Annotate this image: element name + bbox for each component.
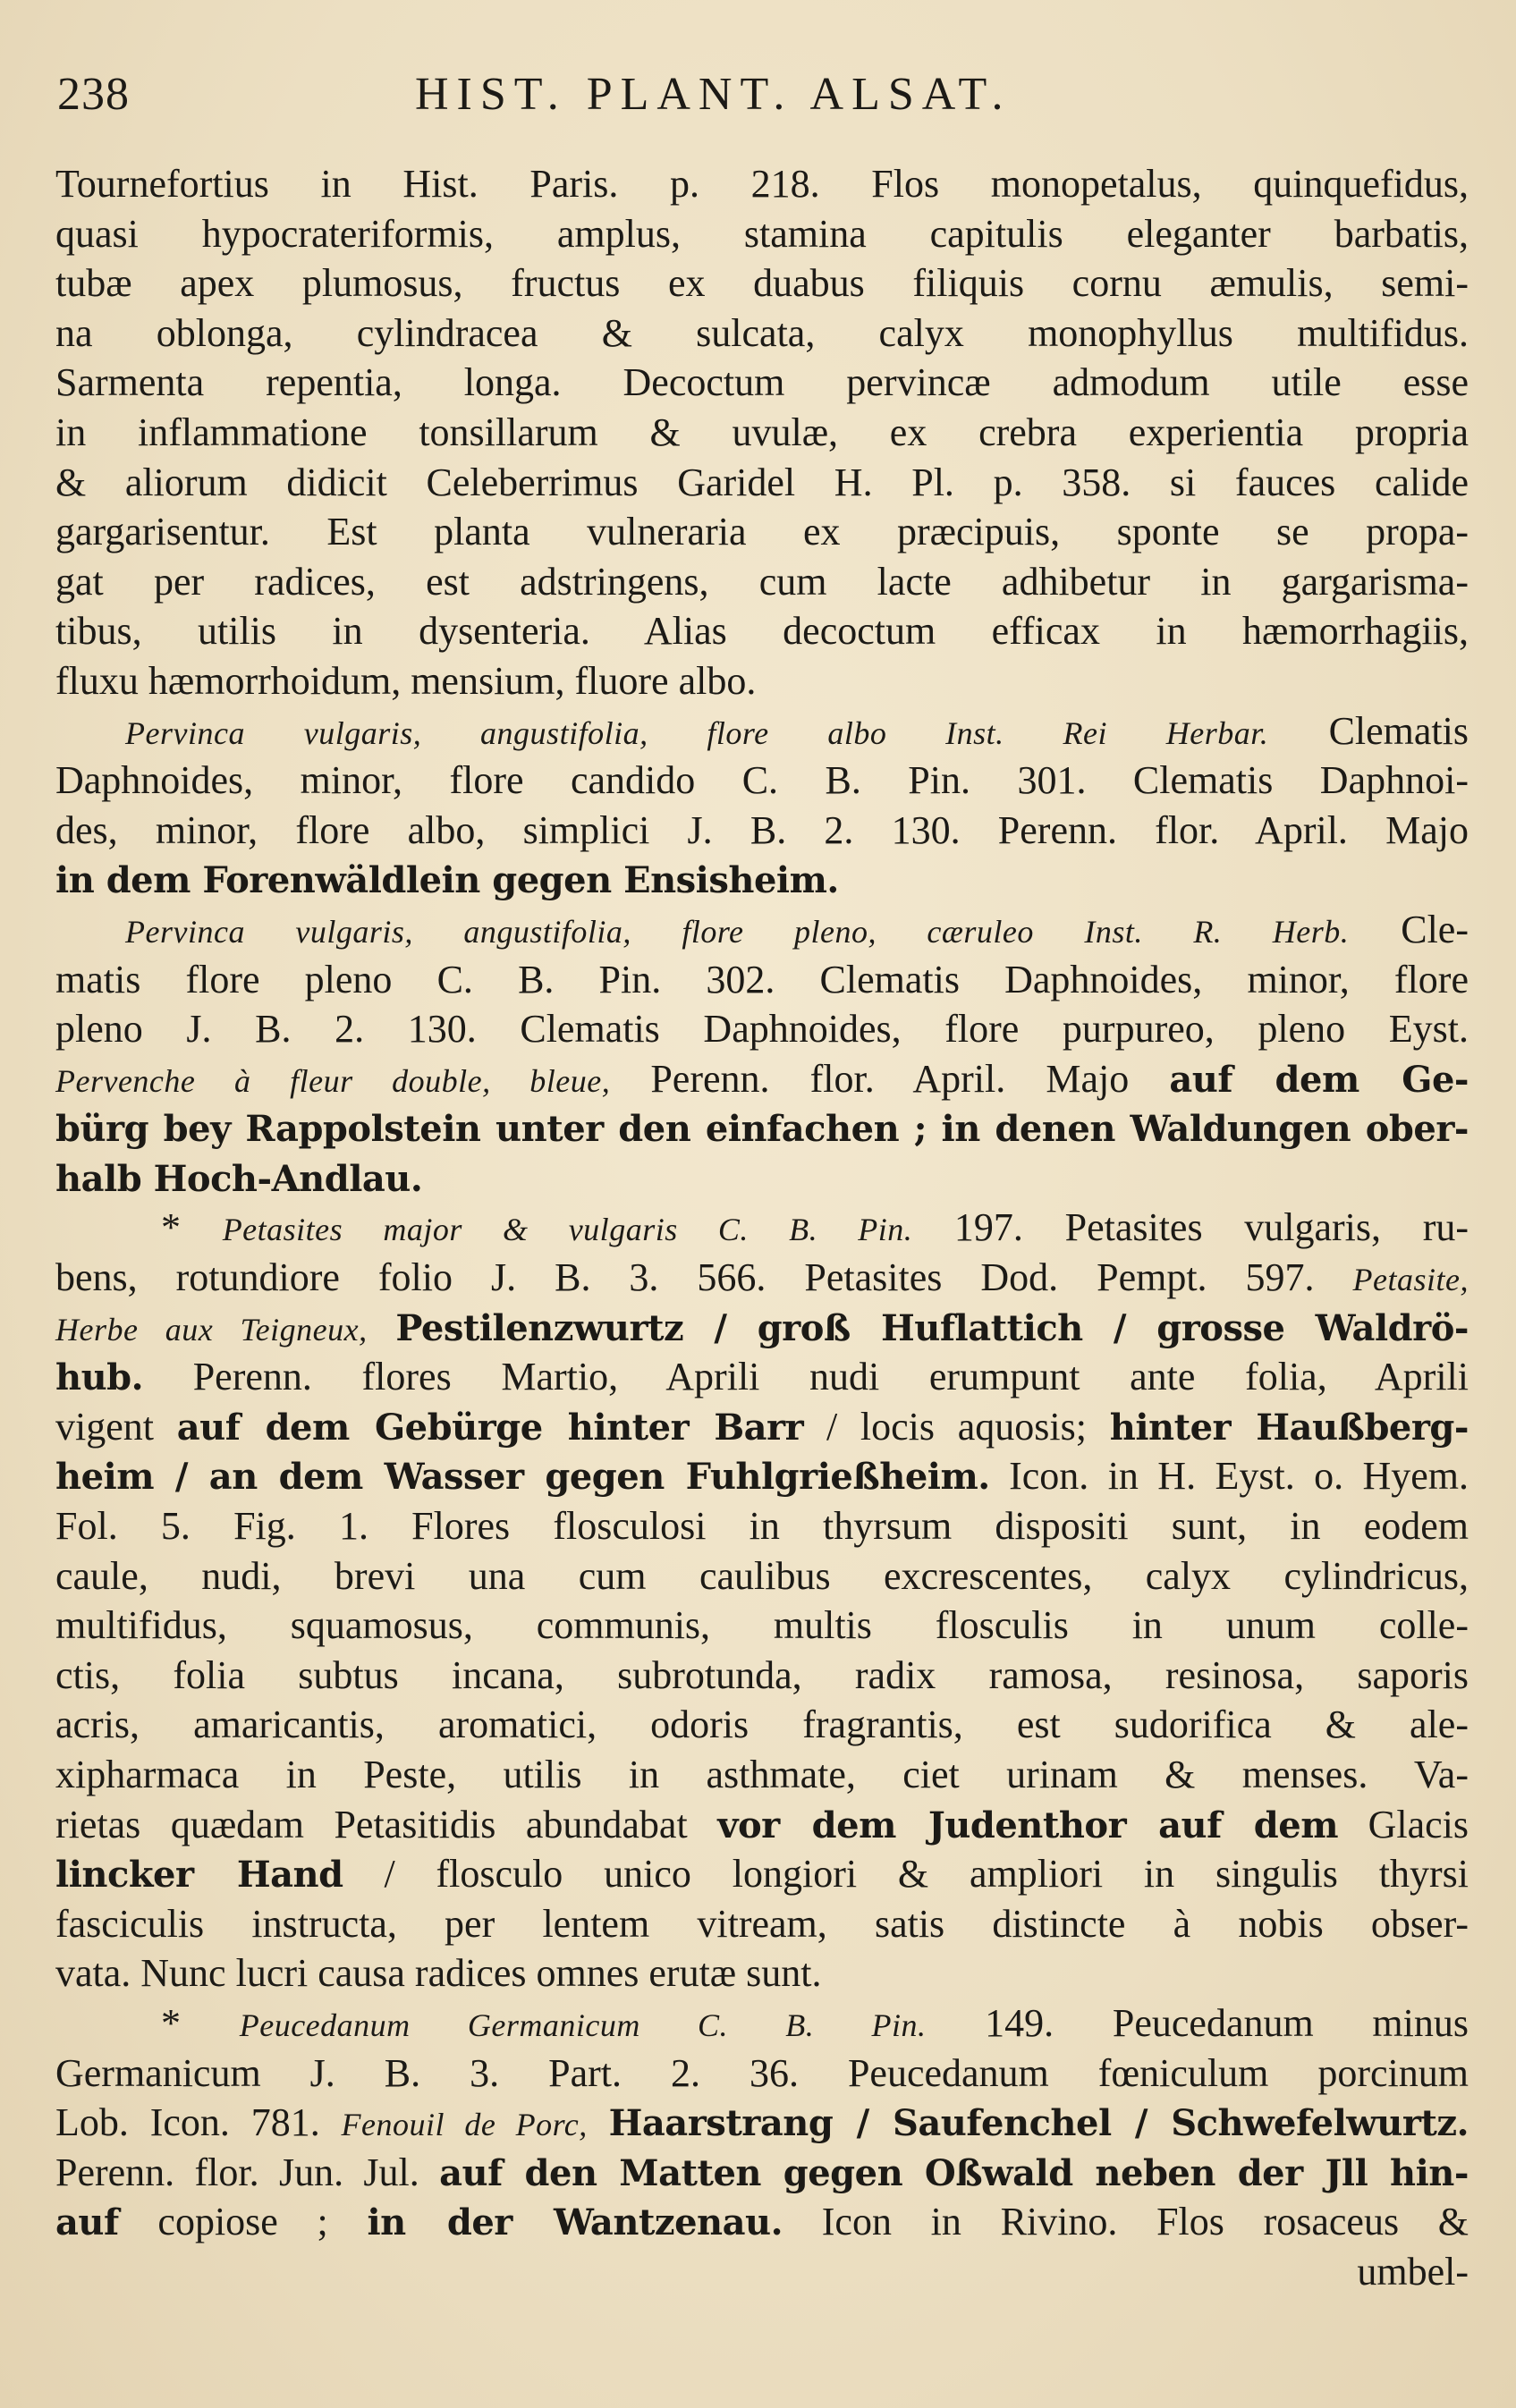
text-line: caule, nudi, brevi una cum caulibus excrescentes, calyx cylindricus, — [55, 1553, 1469, 1598]
text-run — [368, 1305, 396, 1349]
text-line: fasciculis instructa, per lentem vitream, satis distincte à nobis obser- — [55, 1901, 1469, 1946]
text-run: Lob. Icon. 781. — [55, 2100, 342, 2145]
text-run: Icon in Rivino. Flos rosaceus & — [783, 2200, 1469, 2244]
text-run: / locis aquosis; — [803, 1404, 1110, 1449]
running-title: HIST. PLANT. ALSAT. — [415, 69, 1012, 120]
text-line: & aliorum didicit Celeberrimus Garidel H. Pl. p. 358. si fauces calide — [55, 460, 1469, 504]
text-run: Perenn. flor. April. Majo — [610, 1056, 1170, 1101]
fraktur-run: bürg bey Rappolstein unter den einfachen ; in denen Waldungen ober- — [55, 1108, 1469, 1151]
text-line — [55, 1303, 1469, 1353]
text-run: Cle- — [1349, 907, 1469, 951]
text-line: matis flore pleno C. B. Pin. 302. Clematis Daphnoides, minor, flore — [55, 957, 1469, 1001]
text-line — [55, 2197, 1469, 2247]
text-line — [55, 1451, 1469, 1501]
text-run: Glacis — [1338, 1802, 1469, 1846]
text-line: fluxu hæmorrhoidum, mensium, fluore albo. — [55, 658, 757, 703]
text-line — [55, 1103, 1469, 1153]
text-line: Sarmenta repentia, longa. Decoctum pervincæ admodum utile esse — [55, 360, 1469, 405]
text-line: ctis, folia subtus incana, subrotunda, radix ramosa, resinosa, saporis — [55, 1652, 1469, 1697]
text-run: Clematis — [1268, 708, 1469, 753]
fraktur-run: hinter Haußberg- — [1109, 1406, 1469, 1449]
fraktur-run: hub. — [55, 1356, 144, 1399]
text-run: copiose ; — [118, 2200, 368, 2244]
text-run: Icon. in H. Eyst. o. Hyem. — [989, 1454, 1469, 1499]
italic-run: Pervenche à fleur double, bleue, — [55, 1062, 611, 1099]
text-line — [55, 905, 1469, 955]
text-run: * — [161, 2000, 240, 2045]
fraktur-run: Pestilenzwurtz / groß Huflattich / grosse Waldrö- — [395, 1306, 1469, 1349]
text-run: rietas quædam Petasitidis abundabat — [55, 1802, 718, 1846]
fraktur-run: vor dem Judenthor auf dem — [717, 1804, 1339, 1846]
text-line: multifidus, squamosus, communis, multis flosculis in unum colle- — [55, 1603, 1469, 1648]
text-line — [55, 1253, 1469, 1303]
page-number: 238 — [57, 69, 130, 120]
text-line: Daphnoides, minor, flore candido C. B. Pin. 301. Clematis Daphnoi- — [55, 758, 1469, 803]
text-run: 149. Peucedanum minus — [926, 2000, 1469, 2045]
text-line: in inflammatione tonsillarum & uvulæ, ex crebra experientia propria — [55, 410, 1469, 454]
text-line: xipharmaca in Peste, utilis in asthmate, ciet urinam & menses. Va- — [55, 1753, 1469, 1796]
text-run: vigent — [55, 1404, 177, 1449]
fraktur-run: heim / an dem Wasser gegen Fuhlgrießheim. — [55, 1456, 990, 1499]
text-run: Perenn. flores Martio, Aprili nudi erumpunt ante folia, Aprili — [143, 1355, 1469, 1399]
fraktur-run: auf dem Ge- — [1169, 1058, 1469, 1101]
text-line: quasi hypocrateriformis, amplus, stamina capitulis eleganter barbatis, — [55, 211, 1469, 256]
italic-run: Pervinca vulgaris, angustifolia, flore albo Inst. Rei Herbar. — [125, 714, 1269, 751]
text-line — [55, 855, 1469, 905]
text-line — [55, 1153, 1469, 1204]
text-run: Perenn. flor. Jun. Jul. — [55, 2150, 440, 2194]
text-line — [55, 1998, 1469, 2049]
fraktur-run: auf den Matten gegen Oßwald neben der Jll hin- — [439, 2151, 1469, 2194]
text-line — [55, 1402, 1469, 1452]
fraktur-run: in der Wantzenau. — [367, 2201, 783, 2244]
italic-run: Petasites major & vulgaris C. B. Pin. — [222, 1212, 913, 1248]
body-text — [55, 159, 1469, 2297]
fraktur-run: Haarstrang / Saufenchel / Schwefelwurtz. — [608, 2102, 1469, 2145]
text-run: bens, rotundiore folio J. B. 3. 566. Petasites Dod. Pempt. 597. — [55, 1255, 1353, 1300]
italic-run: Fenouil de Porc, — [341, 2107, 588, 2143]
text-line: na oblonga, cylindracea & sulcata, calyx monophyllus multifidus. — [55, 310, 1469, 355]
text-line — [55, 1849, 1469, 1899]
text-line: gat per radices, est adstringens, cum lacte adhibetur in gargarisma- — [55, 559, 1469, 604]
text-line — [55, 2148, 1469, 2198]
italic-run: Pervinca vulgaris, angustifolia, flore pleno, cæruleo Inst. R. Herb. — [125, 913, 1350, 950]
italic-run: Petasite, — [1352, 1262, 1469, 1298]
text-line: des, minor, flore albo, simplici J. B. 2. 130. Perenn. flor. April. Majo — [55, 807, 1469, 852]
text-run — [588, 2100, 609, 2144]
fraktur-run: auf dem Gebürge hinter Barr — [176, 1406, 804, 1449]
text-line: Germanicum J. B. 3. Part. 2. 36. Peucedanum fœniculum porcinum — [55, 2050, 1469, 2095]
fraktur-run: lincker Hand — [55, 1854, 343, 1897]
text-line: Tournefortius in Hist. Paris. p. 218. Flos monopetalus, quinquefidus, — [55, 162, 1469, 206]
text-line: acris, amaricantis, aromatici, odoris fragrantis, est sudorifica & ale- — [55, 1702, 1469, 1747]
fraktur-run: in dem Forenwäldlein gegen Ensisheim. — [55, 859, 839, 902]
text-line: tibus, utilis in dysenteria. Alias decoctum efficax in hæmorrhagiis, — [55, 609, 1469, 654]
text-line: tubæ apex plumosus, fructus ex duabus filiquis cornu æmulis, semi- — [55, 261, 1469, 306]
text-run: 197. Petasites vulgaris, ru- — [912, 1205, 1469, 1250]
text-line — [55, 1800, 1469, 1850]
text-line — [55, 706, 1469, 756]
italic-run: Herbe aux Teigneux, — [55, 1311, 368, 1348]
text-line — [55, 1054, 1469, 1104]
text-line — [55, 1203, 1469, 1253]
text-line: Fol. 5. Fig. 1. Flores flosculosi in thyrsum dispositi sunt, in eodem — [55, 1504, 1469, 1549]
text-line: gargarisentur. Est planta vulneraria ex præcipuis, sponte se propa- — [55, 510, 1469, 554]
fraktur-run: halb Hoch-Andlau. — [55, 1157, 423, 1200]
page-header — [57, 68, 1467, 131]
text-line: pleno J. B. 2. 130. Clematis Daphnoides, flore purpureo, pleno Eyst. — [55, 1007, 1469, 1052]
text-line — [55, 1352, 1469, 1402]
italic-run: Peucedanum Germanicum C. B. Pin. — [239, 2007, 927, 2043]
text-line — [55, 2098, 1469, 2148]
text-run: / flosculo unico longiori & ampliori in singulis thyrsi — [343, 1852, 1469, 1897]
text-line: vata. Nunc lucri causa radices omnes erutæ sunt. — [55, 1951, 822, 1996]
text-line: umbel- — [1357, 2249, 1469, 2294]
fraktur-run: auf — [55, 2201, 119, 2244]
text-run: * — [161, 1205, 223, 1250]
